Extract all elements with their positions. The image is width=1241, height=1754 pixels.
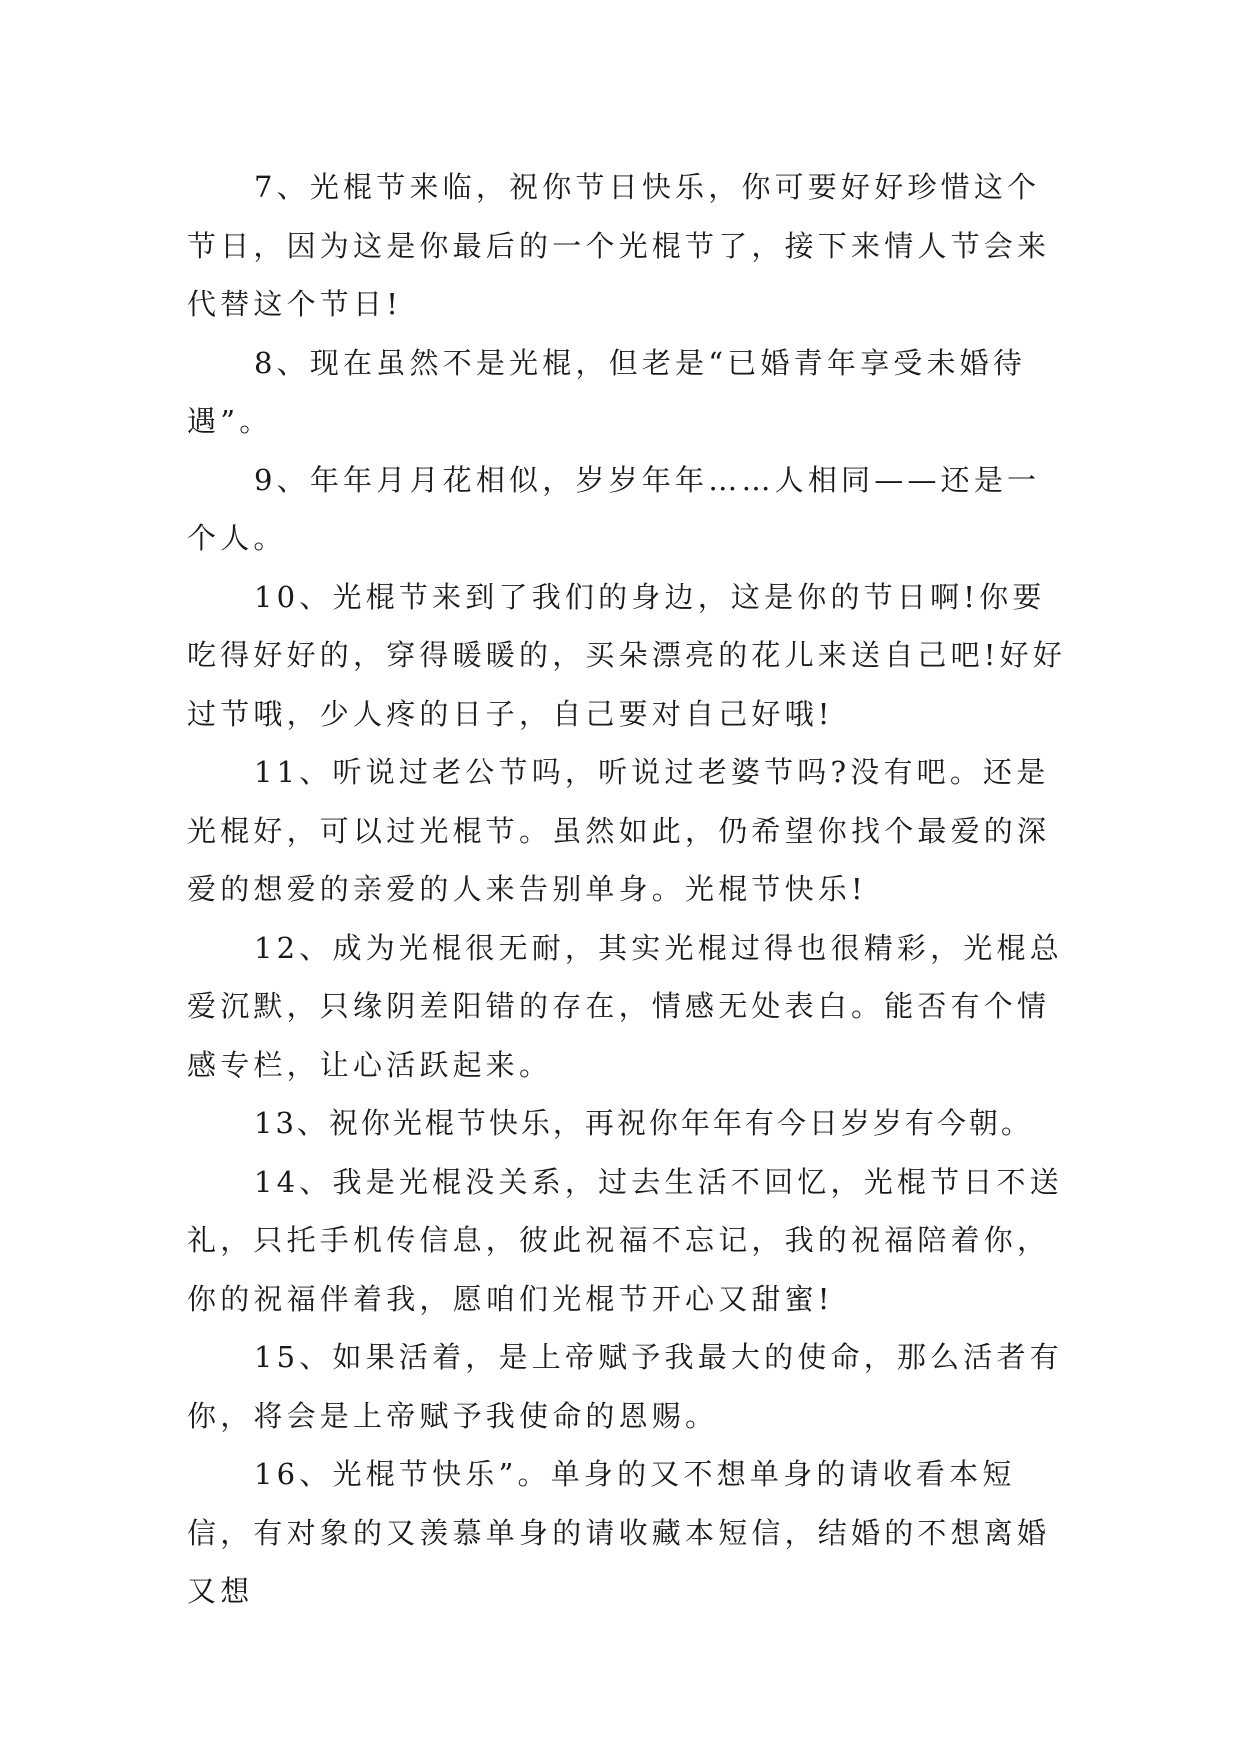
paragraph-13: 13、祝你光棍节快乐，再祝你年年有今日岁岁有今朝。 [254, 1106, 1033, 1140]
paragraph-9: 9、年年月月花相似，岁岁年年……人相同——还是一个人。 [187, 462, 1041, 555]
paragraph-14: 14、我是光棍没关系，过去生活不回忆，光棍节日不送礼，只托手机传信息，彼此祝福不忘记，我的祝福陪着你，你的祝福伴着我，愿咱们光棍节开心又甜蜜! [187, 1164, 1063, 1316]
paragraph-16: 16、光棍节快乐”。单身的又不想单身的请收看本短信，有对象的又羡慕单身的请收藏本短信，结婚的不想离婚又想 [187, 1457, 1051, 1608]
paragraph-10: 10、光棍节来到了我们的身边，这是你的节日啊!你要吃得好好的，穿得暖暖的，买朵漂亮的花儿来送自己吧!好好过节哦，少人疼的日子，自己要对自己好哦! [187, 579, 1067, 731]
document-body [187, 158, 1067, 1621]
paragraph-8: 8、现在虽然不是光棍，但老是“已婚青年享受未婚待遇”。 [187, 345, 1027, 438]
paragraph-11: 11、听说过老公节吗，听说过老婆节吗?没有吧。还是光棍好，可以过光棍节。虽然如此，仍希望你找个最爱的深爱的想爱的亲爱的人来告别单身。光棍节快乐! [187, 755, 1051, 906]
paragraph-12: 12、成为光棍很无耐，其实光棍过得也很精彩，光棍总爱沉默，只缘阴差阳错的存在，情感无处表白。能否有个情感专栏，让心活跃起来。 [187, 930, 1063, 1082]
paragraph-7: 7、光棍节来临，祝你节日快乐，你可要好好珍惜这个节日，因为这是你最后的一个光棍节了，接下来情人节会来代替这个节日! [187, 170, 1051, 321]
paragraph-15: 15、如果活着，是上帝赋予我最大的使命，那么活者有你，将会是上帝赋予我使命的恩赐。 [187, 1340, 1063, 1433]
